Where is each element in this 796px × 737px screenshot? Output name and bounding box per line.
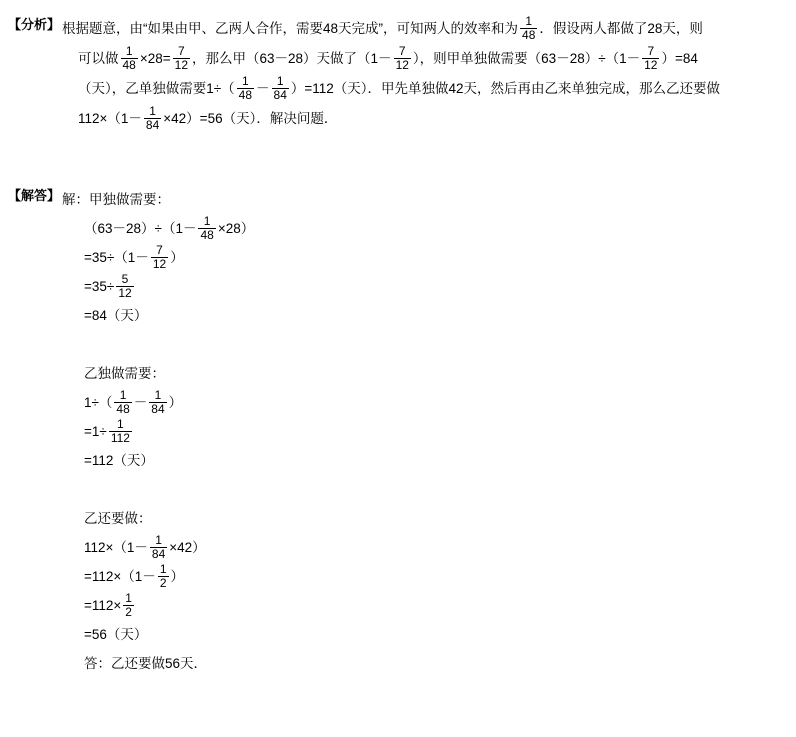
text-run: =112× xyxy=(84,598,122,613)
answer-line xyxy=(62,417,788,446)
fraction xyxy=(158,563,169,590)
text-run: ×28） xyxy=(217,221,255,236)
fraction-numerator: 1 xyxy=(121,45,138,59)
answer-line xyxy=(62,214,788,243)
fraction-numerator: 1 xyxy=(237,75,254,89)
answer-spacer xyxy=(62,330,788,359)
answer-line xyxy=(62,359,788,388)
fraction-numerator: 1 xyxy=(159,561,167,576)
answer-spacer xyxy=(62,475,788,504)
text-run: 乙独做需要： xyxy=(84,366,165,381)
text-run: ×42） xyxy=(169,540,206,555)
fraction-denominator: 2 xyxy=(159,575,167,590)
fraction xyxy=(198,215,215,242)
fraction-denominator: 12 xyxy=(152,256,167,271)
analysis-label: 【分析】 xyxy=(8,17,61,32)
text-run: 答：乙还要做56天． xyxy=(84,656,208,671)
text-run: 1÷（ xyxy=(84,395,113,410)
text-run: － xyxy=(133,395,148,410)
answer-line xyxy=(62,446,788,475)
fraction-numerator: 7 xyxy=(394,45,411,59)
text-run: 112×（1－ xyxy=(78,111,142,126)
fraction xyxy=(150,534,167,561)
fraction-denominator: 12 xyxy=(395,57,409,72)
answer-line xyxy=(62,301,788,330)
text-run: ）=112（天）．甲先单独做42天，然后再由乙来单独完成，那么乙还要做 xyxy=(290,81,721,96)
answer-line xyxy=(62,504,788,533)
text-run: ），则甲单独做需要（63－28）÷（1－ xyxy=(412,51,641,66)
fraction-numerator: 1 xyxy=(125,590,132,605)
fraction-numerator: 5 xyxy=(116,273,133,287)
analysis-body xyxy=(62,14,788,134)
text-run: ） xyxy=(170,569,184,584)
text-run: =35÷ xyxy=(84,279,115,294)
fraction-denominator: 12 xyxy=(118,285,132,300)
fraction xyxy=(237,75,254,102)
fraction xyxy=(151,244,168,271)
fraction xyxy=(109,418,132,445)
answer-label: 【解答】 xyxy=(8,188,61,203)
text-run: ×42）=56（天）．解决问题． xyxy=(163,111,338,126)
fraction-numerator: 1 xyxy=(109,418,132,432)
fraction xyxy=(642,45,659,72)
text-run: =1÷ xyxy=(84,424,107,439)
fraction-denominator: 84 xyxy=(151,546,166,561)
fraction-numerator: 1 xyxy=(150,534,167,548)
text-run: 根据题意，由“如果由甲、乙两人合作，需要48天完成”，可知两人的效率和为 xyxy=(62,21,519,36)
fraction xyxy=(272,75,289,102)
fraction-denominator: 12 xyxy=(174,57,189,72)
text-run: =35÷（1－ xyxy=(84,250,149,265)
text-run: ） xyxy=(170,250,184,265)
text-run: ×28= xyxy=(139,51,171,66)
text-run: =112×（1－ xyxy=(84,569,156,584)
text-run: ）=84 xyxy=(661,51,698,66)
text-run: 乙还要做： xyxy=(84,511,152,526)
fraction xyxy=(394,45,411,72)
fraction xyxy=(173,45,190,72)
text-run: 112×（1－ xyxy=(84,540,148,555)
answer-line xyxy=(62,649,788,678)
answer-line xyxy=(62,533,788,562)
fraction-denominator: 48 xyxy=(200,227,214,242)
answer-line xyxy=(62,562,788,591)
answer-line xyxy=(62,185,788,214)
fraction-denominator: 84 xyxy=(145,117,160,132)
text-run: 解：甲独做需要： xyxy=(62,192,170,207)
fraction xyxy=(144,105,161,132)
fraction-denominator: 84 xyxy=(273,87,287,102)
text-run: 可以做 xyxy=(78,51,119,66)
fraction xyxy=(114,389,131,416)
fraction-numerator: 1 xyxy=(144,105,161,119)
fraction-numerator: 7 xyxy=(642,45,659,59)
fraction-numerator: 1 xyxy=(198,215,215,229)
fraction-denominator: 48 xyxy=(116,401,130,416)
analysis-line xyxy=(62,74,788,104)
fraction-numerator: 1 xyxy=(149,389,166,403)
answer-body xyxy=(62,185,788,678)
analysis-line xyxy=(62,104,788,134)
fraction-numerator: 1 xyxy=(114,389,131,403)
text-run: （63－28）÷（1－ xyxy=(84,221,197,236)
fraction-denominator: 112 xyxy=(110,430,130,445)
fraction xyxy=(121,45,138,72)
text-run: =112（天） xyxy=(84,453,154,468)
fraction-numerator: 1 xyxy=(272,75,289,89)
answer-line xyxy=(62,388,788,417)
answer-line xyxy=(62,243,788,272)
fraction-denominator: 48 xyxy=(238,87,253,102)
fraction xyxy=(149,389,166,416)
fraction-denominator: 84 xyxy=(151,401,165,416)
text-run: =56（天） xyxy=(84,627,148,642)
answer-line xyxy=(62,591,788,620)
text-run: ） xyxy=(168,395,183,410)
fraction xyxy=(123,592,134,619)
fraction-denominator: 48 xyxy=(522,27,536,42)
fraction xyxy=(116,273,133,300)
fraction-denominator: 48 xyxy=(122,57,136,72)
text-run: － xyxy=(256,81,270,96)
fraction-denominator: 12 xyxy=(644,57,658,72)
text-run: ．假设两人都做了28天，则 xyxy=(539,21,703,36)
fraction-denominator: 2 xyxy=(125,604,132,619)
fraction xyxy=(520,15,537,42)
text-run: ，那么甲（63－28）天做了（1－ xyxy=(192,51,392,66)
answer-line xyxy=(62,272,788,301)
answer-line xyxy=(62,620,788,649)
fraction-numerator: 7 xyxy=(151,244,168,258)
analysis-line xyxy=(62,14,788,44)
text-run: （天），乙单独做需要1÷（ xyxy=(78,81,235,96)
analysis-line xyxy=(62,44,788,74)
fraction-numerator: 1 xyxy=(520,15,537,29)
text-run: =84（天） xyxy=(84,308,148,323)
fraction-numerator: 7 xyxy=(173,45,190,59)
